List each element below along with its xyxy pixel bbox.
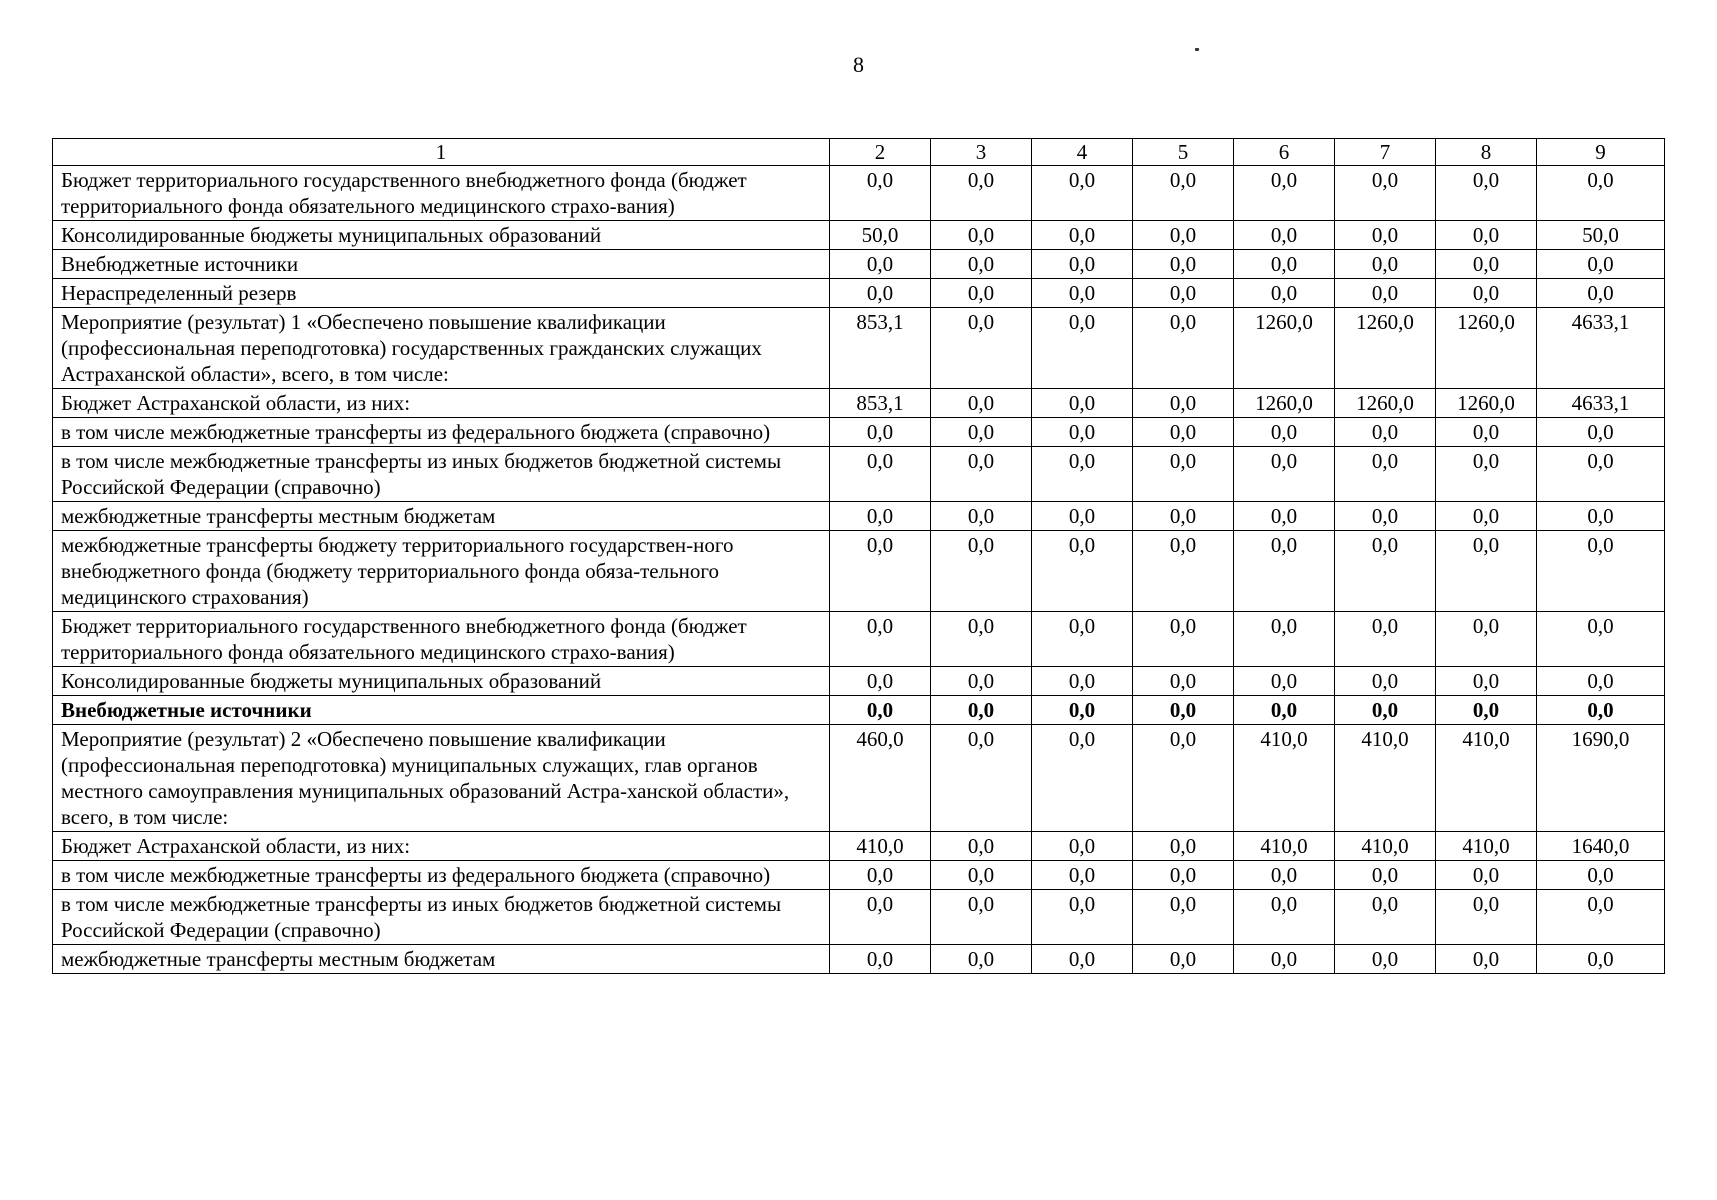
table-row bbox=[53, 447, 1665, 502]
value-cell-col-9: 0,0 bbox=[1537, 279, 1665, 308]
value-cell-col-2: 0,0 bbox=[830, 447, 931, 502]
value-cell-col-9: 50,0 bbox=[1537, 221, 1665, 250]
row-label: Бюджет Астраханской области, из них: bbox=[53, 389, 830, 418]
value-cell-col-2: 50,0 bbox=[830, 221, 931, 250]
value-cell-col-3: 0,0 bbox=[931, 389, 1032, 418]
value-cell-col-4: 0,0 bbox=[1032, 279, 1133, 308]
value-cell-col-2: 460,0 bbox=[830, 725, 931, 832]
value-cell-col-7: 0,0 bbox=[1335, 250, 1436, 279]
row-label: в том числе межбюджетные трансферты из федерального бюджета (справочно) bbox=[53, 861, 830, 890]
value-cell-col-3: 0,0 bbox=[931, 221, 1032, 250]
value-cell-col-5: 0,0 bbox=[1133, 221, 1234, 250]
value-cell-col-3: 0,0 bbox=[931, 612, 1032, 667]
value-cell-col-3: 0,0 bbox=[931, 250, 1032, 279]
value-cell-col-7: 0,0 bbox=[1335, 418, 1436, 447]
value-cell-col-5: 0,0 bbox=[1133, 696, 1234, 725]
budget-table bbox=[52, 138, 1665, 974]
table-row bbox=[53, 389, 1665, 418]
value-cell-col-5: 0,0 bbox=[1133, 418, 1234, 447]
value-cell-col-3: 0,0 bbox=[931, 502, 1032, 531]
table-row bbox=[53, 945, 1665, 974]
row-label: Внебюджетные источники bbox=[53, 696, 830, 725]
value-cell-col-6: 0,0 bbox=[1234, 861, 1335, 890]
column-header-2: 2 bbox=[830, 139, 931, 166]
value-cell-col-3: 0,0 bbox=[931, 890, 1032, 945]
value-cell-col-5: 0,0 bbox=[1133, 531, 1234, 612]
value-cell-col-4: 0,0 bbox=[1032, 861, 1133, 890]
value-cell-col-5: 0,0 bbox=[1133, 389, 1234, 418]
value-cell-col-2: 0,0 bbox=[830, 250, 931, 279]
value-cell-col-2: 0,0 bbox=[830, 667, 931, 696]
value-cell-col-8: 0,0 bbox=[1436, 861, 1537, 890]
value-cell-col-8: 0,0 bbox=[1436, 696, 1537, 725]
value-cell-col-9: 0,0 bbox=[1537, 531, 1665, 612]
value-cell-col-4: 0,0 bbox=[1032, 696, 1133, 725]
value-cell-col-5: 0,0 bbox=[1133, 861, 1234, 890]
value-cell-col-2: 410,0 bbox=[830, 832, 931, 861]
value-cell-col-6: 1260,0 bbox=[1234, 308, 1335, 389]
value-cell-col-9: 4633,1 bbox=[1537, 308, 1665, 389]
value-cell-col-2: 0,0 bbox=[830, 279, 931, 308]
value-cell-col-8: 0,0 bbox=[1436, 890, 1537, 945]
value-cell-col-3: 0,0 bbox=[931, 667, 1032, 696]
row-label: Мероприятие (результат) 2 «Обеспечено повышение квалификации (профессиональная переподготовка) муниципальных служащих, глав органов местного самоуправления муниципальных образований Астра-ханской области», всего, в том числе: bbox=[53, 725, 830, 832]
table-body bbox=[53, 166, 1665, 974]
scan-artifact bbox=[1195, 48, 1199, 51]
value-cell-col-8: 0,0 bbox=[1436, 447, 1537, 502]
value-cell-col-7: 0,0 bbox=[1335, 166, 1436, 221]
table-row bbox=[53, 502, 1665, 531]
value-cell-col-8: 1260,0 bbox=[1436, 389, 1537, 418]
value-cell-col-7: 0,0 bbox=[1335, 612, 1436, 667]
value-cell-col-5: 0,0 bbox=[1133, 890, 1234, 945]
column-header-8: 8 bbox=[1436, 139, 1537, 166]
value-cell-col-6: 0,0 bbox=[1234, 531, 1335, 612]
value-cell-col-5: 0,0 bbox=[1133, 612, 1234, 667]
value-cell-col-7: 0,0 bbox=[1335, 531, 1436, 612]
value-cell-col-6: 0,0 bbox=[1234, 612, 1335, 667]
value-cell-col-2: 0,0 bbox=[830, 696, 931, 725]
row-label: межбюджетные трансферты местным бюджетам bbox=[53, 945, 830, 974]
table-row bbox=[53, 279, 1665, 308]
value-cell-col-8: 0,0 bbox=[1436, 945, 1537, 974]
value-cell-col-9: 0,0 bbox=[1537, 861, 1665, 890]
value-cell-col-7: 0,0 bbox=[1335, 696, 1436, 725]
value-cell-col-4: 0,0 bbox=[1032, 531, 1133, 612]
value-cell-col-7: 410,0 bbox=[1335, 725, 1436, 832]
value-cell-col-9: 0,0 bbox=[1537, 502, 1665, 531]
value-cell-col-4: 0,0 bbox=[1032, 502, 1133, 531]
value-cell-col-2: 0,0 bbox=[830, 612, 931, 667]
column-header-4: 4 bbox=[1032, 139, 1133, 166]
table-row bbox=[53, 308, 1665, 389]
value-cell-col-4: 0,0 bbox=[1032, 832, 1133, 861]
value-cell-col-3: 0,0 bbox=[931, 696, 1032, 725]
value-cell-col-6: 410,0 bbox=[1234, 725, 1335, 832]
value-cell-col-3: 0,0 bbox=[931, 418, 1032, 447]
column-header-1: 1 bbox=[53, 139, 830, 166]
value-cell-col-6: 0,0 bbox=[1234, 696, 1335, 725]
value-cell-col-6: 0,0 bbox=[1234, 890, 1335, 945]
value-cell-col-9: 1640,0 bbox=[1537, 832, 1665, 861]
value-cell-col-6: 0,0 bbox=[1234, 221, 1335, 250]
row-label: Мероприятие (результат) 1 «Обеспечено повышение квалификации (профессиональная переподготовка) государственных гражданских служащих Астраханской области», всего, в том числе: bbox=[53, 308, 830, 389]
table-row bbox=[53, 725, 1665, 832]
value-cell-col-8: 410,0 bbox=[1436, 725, 1537, 832]
value-cell-col-2: 0,0 bbox=[830, 502, 931, 531]
value-cell-col-3: 0,0 bbox=[931, 531, 1032, 612]
value-cell-col-9: 0,0 bbox=[1537, 418, 1665, 447]
value-cell-col-7: 0,0 bbox=[1335, 279, 1436, 308]
value-cell-col-4: 0,0 bbox=[1032, 725, 1133, 832]
value-cell-col-3: 0,0 bbox=[931, 945, 1032, 974]
value-cell-col-8: 0,0 bbox=[1436, 667, 1537, 696]
value-cell-col-4: 0,0 bbox=[1032, 890, 1133, 945]
value-cell-col-6: 0,0 bbox=[1234, 166, 1335, 221]
page-number: 8 bbox=[853, 52, 864, 77]
value-cell-col-4: 0,0 bbox=[1032, 166, 1133, 221]
value-cell-col-4: 0,0 bbox=[1032, 667, 1133, 696]
value-cell-col-7: 1260,0 bbox=[1335, 308, 1436, 389]
value-cell-col-8: 0,0 bbox=[1436, 612, 1537, 667]
value-cell-col-6: 0,0 bbox=[1234, 279, 1335, 308]
value-cell-col-7: 0,0 bbox=[1335, 502, 1436, 531]
value-cell-col-4: 0,0 bbox=[1032, 612, 1133, 667]
row-label: Внебюджетные источники bbox=[53, 250, 830, 279]
value-cell-col-7: 0,0 bbox=[1335, 667, 1436, 696]
value-cell-col-4: 0,0 bbox=[1032, 418, 1133, 447]
value-cell-col-6: 0,0 bbox=[1234, 418, 1335, 447]
value-cell-col-4: 0,0 bbox=[1032, 447, 1133, 502]
value-cell-col-4: 0,0 bbox=[1032, 221, 1133, 250]
value-cell-col-8: 410,0 bbox=[1436, 832, 1537, 861]
table-row bbox=[53, 531, 1665, 612]
value-cell-col-5: 0,0 bbox=[1133, 250, 1234, 279]
row-label: Консолидированные бюджеты муниципальных образований bbox=[53, 221, 830, 250]
header-row bbox=[53, 139, 1665, 166]
value-cell-col-8: 0,0 bbox=[1436, 418, 1537, 447]
value-cell-col-6: 1260,0 bbox=[1234, 389, 1335, 418]
row-label: в том числе межбюджетные трансферты из федерального бюджета (справочно) bbox=[53, 418, 830, 447]
value-cell-col-3: 0,0 bbox=[931, 447, 1032, 502]
value-cell-col-2: 0,0 bbox=[830, 890, 931, 945]
row-label: Консолидированные бюджеты муниципальных образований bbox=[53, 667, 830, 696]
value-cell-col-6: 0,0 bbox=[1234, 667, 1335, 696]
value-cell-col-4: 0,0 bbox=[1032, 945, 1133, 974]
value-cell-col-9: 0,0 bbox=[1537, 696, 1665, 725]
table-row bbox=[53, 832, 1665, 861]
value-cell-col-7: 1260,0 bbox=[1335, 389, 1436, 418]
value-cell-col-5: 0,0 bbox=[1133, 279, 1234, 308]
value-cell-col-9: 4633,1 bbox=[1537, 389, 1665, 418]
value-cell-col-3: 0,0 bbox=[931, 166, 1032, 221]
column-header-9: 9 bbox=[1537, 139, 1665, 166]
table-row bbox=[53, 166, 1665, 221]
value-cell-col-9: 0,0 bbox=[1537, 890, 1665, 945]
value-cell-col-2: 0,0 bbox=[830, 945, 931, 974]
value-cell-col-6: 0,0 bbox=[1234, 502, 1335, 531]
value-cell-col-6: 410,0 bbox=[1234, 832, 1335, 861]
value-cell-col-7: 410,0 bbox=[1335, 832, 1436, 861]
value-cell-col-6: 0,0 bbox=[1234, 447, 1335, 502]
row-label: межбюджетные трансферты местным бюджетам bbox=[53, 502, 830, 531]
column-header-6: 6 bbox=[1234, 139, 1335, 166]
value-cell-col-2: 0,0 bbox=[830, 166, 931, 221]
value-cell-col-8: 0,0 bbox=[1436, 279, 1537, 308]
column-header-3: 3 bbox=[931, 139, 1032, 166]
row-label: Бюджет Астраханской области, из них: bbox=[53, 832, 830, 861]
value-cell-col-9: 0,0 bbox=[1537, 612, 1665, 667]
column-header-5: 5 bbox=[1133, 139, 1234, 166]
value-cell-col-7: 0,0 bbox=[1335, 890, 1436, 945]
value-cell-col-3: 0,0 bbox=[931, 725, 1032, 832]
value-cell-col-6: 0,0 bbox=[1234, 945, 1335, 974]
value-cell-col-8: 0,0 bbox=[1436, 250, 1537, 279]
value-cell-col-5: 0,0 bbox=[1133, 502, 1234, 531]
value-cell-col-2: 853,1 bbox=[830, 308, 931, 389]
value-cell-col-6: 0,0 bbox=[1234, 250, 1335, 279]
value-cell-col-4: 0,0 bbox=[1032, 250, 1133, 279]
value-cell-col-2: 0,0 bbox=[830, 861, 931, 890]
table-row bbox=[53, 221, 1665, 250]
value-cell-col-8: 1260,0 bbox=[1436, 308, 1537, 389]
row-label: межбюджетные трансферты бюджету территориального государствен-ного внебюджетного фонда (бюджету территориального фонда обяза-тельного медицинского страхования) bbox=[53, 531, 830, 612]
value-cell-col-8: 0,0 bbox=[1436, 221, 1537, 250]
value-cell-col-8: 0,0 bbox=[1436, 502, 1537, 531]
value-cell-col-7: 0,0 bbox=[1335, 861, 1436, 890]
value-cell-col-7: 0,0 bbox=[1335, 945, 1436, 974]
value-cell-col-2: 0,0 bbox=[830, 418, 931, 447]
value-cell-col-9: 0,0 bbox=[1537, 945, 1665, 974]
table-row bbox=[53, 667, 1665, 696]
value-cell-col-5: 0,0 bbox=[1133, 832, 1234, 861]
table-row bbox=[53, 890, 1665, 945]
value-cell-col-8: 0,0 bbox=[1436, 166, 1537, 221]
value-cell-col-2: 0,0 bbox=[830, 531, 931, 612]
row-label: Нераспределенный резерв bbox=[53, 279, 830, 308]
value-cell-col-9: 0,0 bbox=[1537, 667, 1665, 696]
table-row bbox=[53, 418, 1665, 447]
value-cell-col-5: 0,0 bbox=[1133, 945, 1234, 974]
value-cell-col-7: 0,0 bbox=[1335, 447, 1436, 502]
row-label: Бюджет территориального государственного внебюджетного фонда (бюджет территориального фонда обязательного медицинского страхо-вания) bbox=[53, 612, 830, 667]
value-cell-col-5: 0,0 bbox=[1133, 447, 1234, 502]
row-label: в том числе межбюджетные трансферты из иных бюджетов бюджетной системы Российской Федерации (справочно) bbox=[53, 447, 830, 502]
value-cell-col-5: 0,0 bbox=[1133, 308, 1234, 389]
value-cell-col-8: 0,0 bbox=[1436, 531, 1537, 612]
value-cell-col-9: 0,0 bbox=[1537, 166, 1665, 221]
value-cell-col-3: 0,0 bbox=[931, 308, 1032, 389]
value-cell-col-3: 0,0 bbox=[931, 861, 1032, 890]
value-cell-col-9: 1690,0 bbox=[1537, 725, 1665, 832]
table-row bbox=[53, 250, 1665, 279]
row-label: Бюджет территориального государственного внебюджетного фонда (бюджет территориального фонда обязательного медицинского страхо-вания) bbox=[53, 166, 830, 221]
value-cell-col-5: 0,0 bbox=[1133, 667, 1234, 696]
row-label: в том числе межбюджетные трансферты из иных бюджетов бюджетной системы Российской Федерации (справочно) bbox=[53, 890, 830, 945]
value-cell-col-4: 0,0 bbox=[1032, 389, 1133, 418]
table-row bbox=[53, 696, 1665, 725]
table-row bbox=[53, 612, 1665, 667]
value-cell-col-7: 0,0 bbox=[1335, 221, 1436, 250]
value-cell-col-9: 0,0 bbox=[1537, 250, 1665, 279]
column-header-7: 7 bbox=[1335, 139, 1436, 166]
value-cell-col-5: 0,0 bbox=[1133, 725, 1234, 832]
table-row bbox=[53, 861, 1665, 890]
value-cell-col-5: 0,0 bbox=[1133, 166, 1234, 221]
value-cell-col-3: 0,0 bbox=[931, 279, 1032, 308]
value-cell-col-4: 0,0 bbox=[1032, 308, 1133, 389]
value-cell-col-3: 0,0 bbox=[931, 832, 1032, 861]
value-cell-col-2: 853,1 bbox=[830, 389, 931, 418]
value-cell-col-9: 0,0 bbox=[1537, 447, 1665, 502]
